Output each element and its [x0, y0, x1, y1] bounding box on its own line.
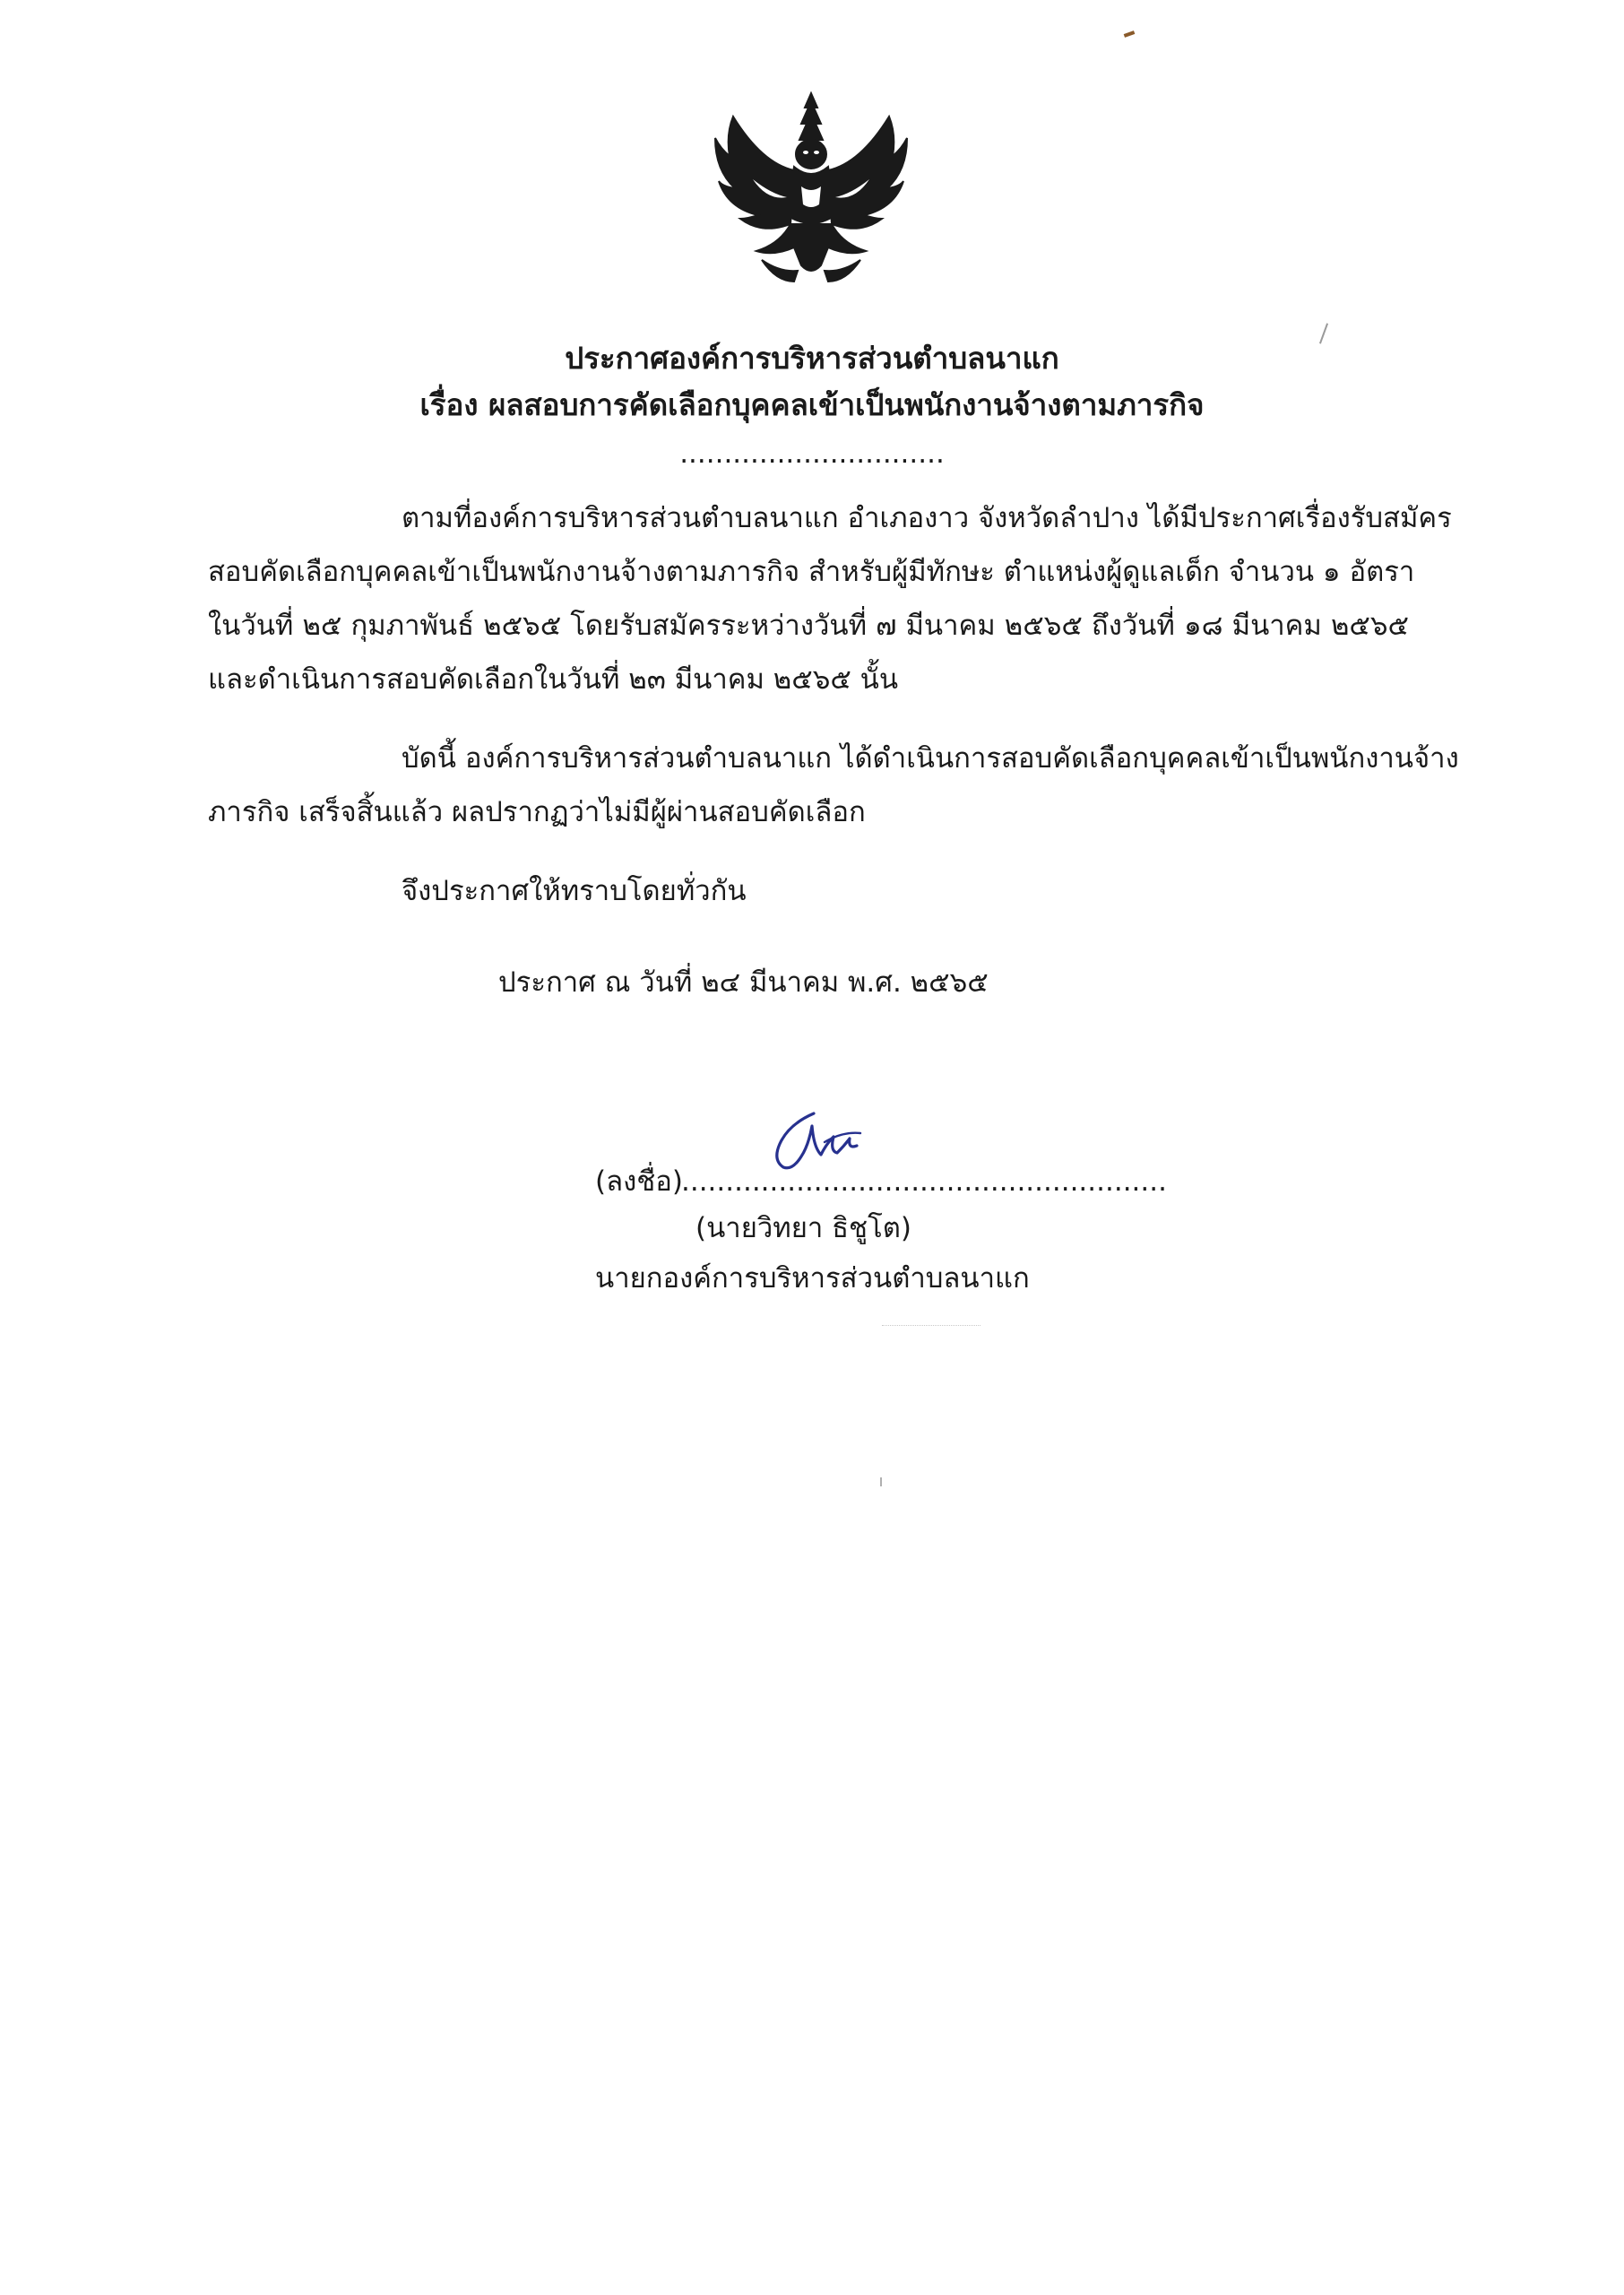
paragraph-1-line-4: และดำเนินการสอบคัดเลือกในวันที่ ๒๓ มีนาคม ๒๕๖๕ นั้น [208, 663, 899, 696]
paragraph-1-line-1: ตามที่องค์การบริหารส่วนตำบลนาแก อำเภองาว จังหวัดลำปาง ได้มีประกาศเรื่องรับสมัคร [402, 502, 1452, 534]
scan-speck [880, 1477, 882, 1486]
handwritten-signature [762, 1108, 869, 1180]
signature-label: (ลงชื่อ) [595, 1165, 683, 1198]
date-line: ประกาศ ณ วันที่ ๒๔ มีนาคม พ.ศ. ๒๕๖๕ [498, 966, 989, 999]
scan-speck [1319, 323, 1328, 343]
paragraph-1-line-2: สอบคัดเลือกบุคคลเข้าเป็นพนักงานจ้างตามภารกิจ สำหรับผู้มีทักษะ ตำแหน่งผู้ดูแลเด็ก จำนวน ๑ อัตรา [208, 556, 1415, 588]
garuda-emblem-icon [708, 81, 914, 287]
document-title: ประกาศองค์การบริหารส่วนตำบลนาแก [565, 341, 1059, 376]
scan-speck [882, 1325, 980, 1331]
paragraph-2-line-2: ภารกิจ เสร็จสิ้นแล้ว ผลปรากฏว่าไม่มีผู้ผ่านสอบคัดเลือก [208, 796, 866, 828]
title-divider: .............................. [679, 437, 945, 470]
signer-name: (นายวิทยา ธิชูโต) [695, 1212, 911, 1244]
document-subject: เรื่อง ผลสอบการคัดเลือกบุคคลเข้าเป็นพนักงานจ้างตามภารกิจ [419, 387, 1205, 422]
scan-speck [1124, 30, 1136, 38]
paragraph-2-line-1: บัดนี้ องค์การบริหารส่วนตำบลนาแก ได้ดำเนินการสอบคัดเลือกบุคคลเข้าเป็นพนักงานจ้าง [402, 742, 1459, 775]
closing-line: จึงประกาศให้ทราบโดยทั่วกัน [402, 875, 747, 907]
signature-dots: ....................................................... [681, 1165, 1167, 1198]
signer-position: นายกองค์การบริหารส่วนตำบลนาแก [595, 1262, 1030, 1295]
paragraph-1-line-3: ในวันที่ ๒๕ กุมภาพันธ์ ๒๕๖๕ โดยรับสมัครระหว่างวันที่ ๗ มีนาคม ๒๕๖๕ ถึงวันที่ ๑๘ มีนาคม ๒๕๖๕ [208, 610, 1409, 642]
